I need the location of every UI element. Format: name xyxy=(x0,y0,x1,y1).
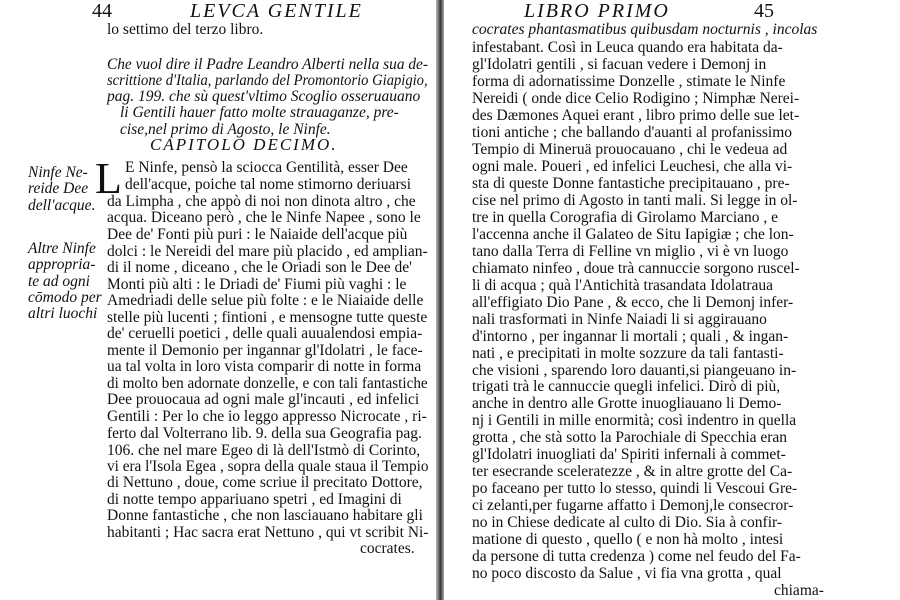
margin-note-line: dell'acque. xyxy=(28,196,96,214)
text-line: sta di queste Donne fantastiche precipitauano , pre- xyxy=(472,174,790,192)
text-line: ua tal volta in loro vista comparir di notte in forma xyxy=(107,358,422,376)
text-line: cocrates. xyxy=(360,540,415,558)
text-line: matione di questo , quello ( e non hà molto , intesi xyxy=(472,531,784,549)
text-line: li di acqua ; quà l'Antichità trasandata Idolatraua xyxy=(472,276,774,294)
text-line: Dee prouocaua ad ogni male gl'incauti , ed infelici xyxy=(107,391,420,409)
text-line: no in Chiese dedicate al culto di Dio. Sia à confir- xyxy=(472,514,783,532)
quote-line: li Gentili hauer fatto molte strauaganze, pre- xyxy=(120,104,399,122)
margin-note-line: cōmodo per xyxy=(28,288,102,306)
text-line: cocrates phantasmatibus quibusdam nocturnis , incolas xyxy=(472,21,818,38)
text-line: nali trasformati in Ninfe Naiadi li si aggirauano xyxy=(472,310,767,328)
text-line: di notte tempo appariuano spetri , ed Imagini di xyxy=(107,490,402,508)
text-line: Monti più alti : le Driadi de' Fiumi più vaghi : le xyxy=(107,275,407,293)
text-line: nati , e precipitati in molte sozzure da tali fantasti- xyxy=(472,344,784,362)
text-line: di Nettuno , doue, come scriue il precitato Dottore, xyxy=(107,473,423,491)
text-line: E Ninfe, pensò la sciocca Gentilità, esser Dee xyxy=(125,159,408,177)
margin-note-line: Altre Ninfe xyxy=(28,240,96,258)
margin-note-line: appropria- xyxy=(28,256,96,274)
text-line: stelle più lucenti ; fintioni , e mensogne tutte queste xyxy=(107,308,428,326)
text-line: forma di adornatissime Donzelle , stimate le Ninfe xyxy=(472,72,786,90)
text-line: ci zelanti,per fugarne affatto i Demonj,le consecror- xyxy=(472,497,794,515)
quote-line: cise,nel primo di Agosto, le Ninfe. xyxy=(120,120,331,138)
text-line: no poco discosto da Salue , vi fia vna grotta , qual xyxy=(472,565,782,583)
text-line: gl'Idolatri inuogliati da' Spiriti infernali à commet- xyxy=(472,446,786,464)
left-page xyxy=(0,0,436,600)
text-line: anche in dentro alle Grotte inuogliauano li Demo- xyxy=(472,395,782,413)
text-line: Nereidi ( onde dice Celio Rodigino ; Nimphæ Nerei- xyxy=(472,89,800,107)
text-line: vi era l'Isola Egea , sopra della quale staua il Tempio xyxy=(107,457,429,475)
text-line: po faceano per tutto lo stesso, quindi li Vescoui Gre- xyxy=(472,480,798,498)
quote-line: Che vuol dire il Padre Leandro Alberti nella sua de- xyxy=(107,55,428,73)
text-line: che visioni , sparendo loro dauanti,si piangeuano in- xyxy=(472,361,797,379)
text-line: di il nome , diceano , che le Oriadi son le Dee de' xyxy=(107,258,412,276)
text-line: l'accenna anche il Galateo de Situ Iapigiæ ; che lon- xyxy=(472,225,794,243)
text-line: di molto ben adornate donzelle, e con tali fantastiche xyxy=(107,375,428,393)
text-line: da persone di tutta credenza ) come nel feudo del Fa- xyxy=(472,548,801,566)
text-line: da Limpha , che appò di noi non dinota altro , che xyxy=(107,192,416,210)
text-line: dolci : le Nereidi del mare più placido , ed amplian- xyxy=(107,242,428,260)
text-line: all'effigiato Dio Pane , & ecco, che li Demonj infer- xyxy=(472,293,794,311)
text-line: chiamato ninfeo , doue trà cannuccie sorgono ruscel- xyxy=(472,259,800,277)
text-line: Donne fantastiche , che non lasciauano habitare gli xyxy=(107,507,423,524)
margin-note-line: Ninfe Ne- xyxy=(28,164,88,182)
margin-note-line: altri luochi xyxy=(28,304,98,322)
text-line: Amedriadi delle selue più folte : e le Niaiaide delle xyxy=(107,291,424,309)
text-line: lo settimo del terzo libro. xyxy=(107,21,264,38)
running-head: LEVCA GENTILE xyxy=(190,0,363,22)
text-line: d'intorno , per ingannar li mortali ; quali , & ingan- xyxy=(472,327,789,345)
text-line: Dee de' Fonti più puri : le Naiaide dell'acque più xyxy=(107,225,408,243)
text-line: tano dalla Terra di Felline vn miglio , vi è vn luogo xyxy=(472,242,789,260)
text-line: cise nel primo di Agosto in tanti mali. Si legge in ol- xyxy=(472,191,798,209)
text-line: dell'acque, poiche tal nome stimorno deriuarsi xyxy=(125,175,412,193)
drop-cap-initial: L xyxy=(95,153,122,203)
catchword: chiama- xyxy=(774,582,824,600)
page-number: 44 xyxy=(92,0,112,22)
text-line: mente il Demonio per ingannar gl'Idolatri , le face- xyxy=(107,342,423,359)
text-line: tioni antiche ; che ballando d'auanti al profanissimo xyxy=(472,123,793,141)
page-number: 45 xyxy=(754,0,774,22)
text-line: nj i Gentili in mille enormità; così indentro in quella xyxy=(472,412,797,430)
book-gutter xyxy=(436,0,444,600)
text-line: gl'Idolatri gentili , si facuan vedere i Demonj in xyxy=(472,55,767,73)
text-line: tre in quella Corografia di Girolamo Marciano , e xyxy=(472,208,779,226)
text-line: 106. che nel mare Egeo di là dell'Istmò di Corinto, xyxy=(107,441,421,459)
text-line: acqua. Diceano però , che le Ninfe Napee , sono le xyxy=(107,209,421,227)
text-line: ogni male. Poueri , ed infelici Leuchesi, che alla vi- xyxy=(472,157,793,175)
text-line: infestabant. Così in Leuca quando era habitata da- xyxy=(472,38,783,56)
text-line: habitanti ; Hac sacra erat Nettuno , qui vt scribit Ni- xyxy=(107,524,429,541)
text-line: ter esecrande sceleratezze , & in altre grotte del Ca- xyxy=(472,463,793,481)
text-line: de' ceruelli poetici , delle quali auualendosi empia- xyxy=(107,325,423,343)
chapter-title: CAPITOLO DECIMO. xyxy=(150,134,338,154)
text-line: des Dæmones Aquei erant , libro primo delle sue let- xyxy=(472,106,800,124)
quote-line: pag. 199. che sù quest'vltimo Scoglio osseruauano xyxy=(107,88,421,106)
margin-note-line: te ad ogni xyxy=(28,272,90,290)
text-line: ferto dal Volterrano lib. 9. della sua Geografia pag. xyxy=(107,424,422,442)
text-line: Gentili : Per lo che io leggo appresso Nicrocate , ri- xyxy=(107,408,427,426)
margin-note-line: reide Dee xyxy=(28,180,89,198)
right-page xyxy=(444,0,900,600)
running-head: LIBRO PRIMO xyxy=(524,0,670,22)
text-line: grotta , che stà sotto la Parochiale di Specchia eran xyxy=(472,429,788,447)
text-line: Tempio di Mineruä prouocauano , chi le vedeua ad xyxy=(472,140,788,158)
quote-line: scrittione d'Italia, parlando del Promontorio Giapigio, xyxy=(107,72,428,89)
text-line: trigati trà le cannuccie quegli infelici. Dirò di più, xyxy=(472,378,781,396)
